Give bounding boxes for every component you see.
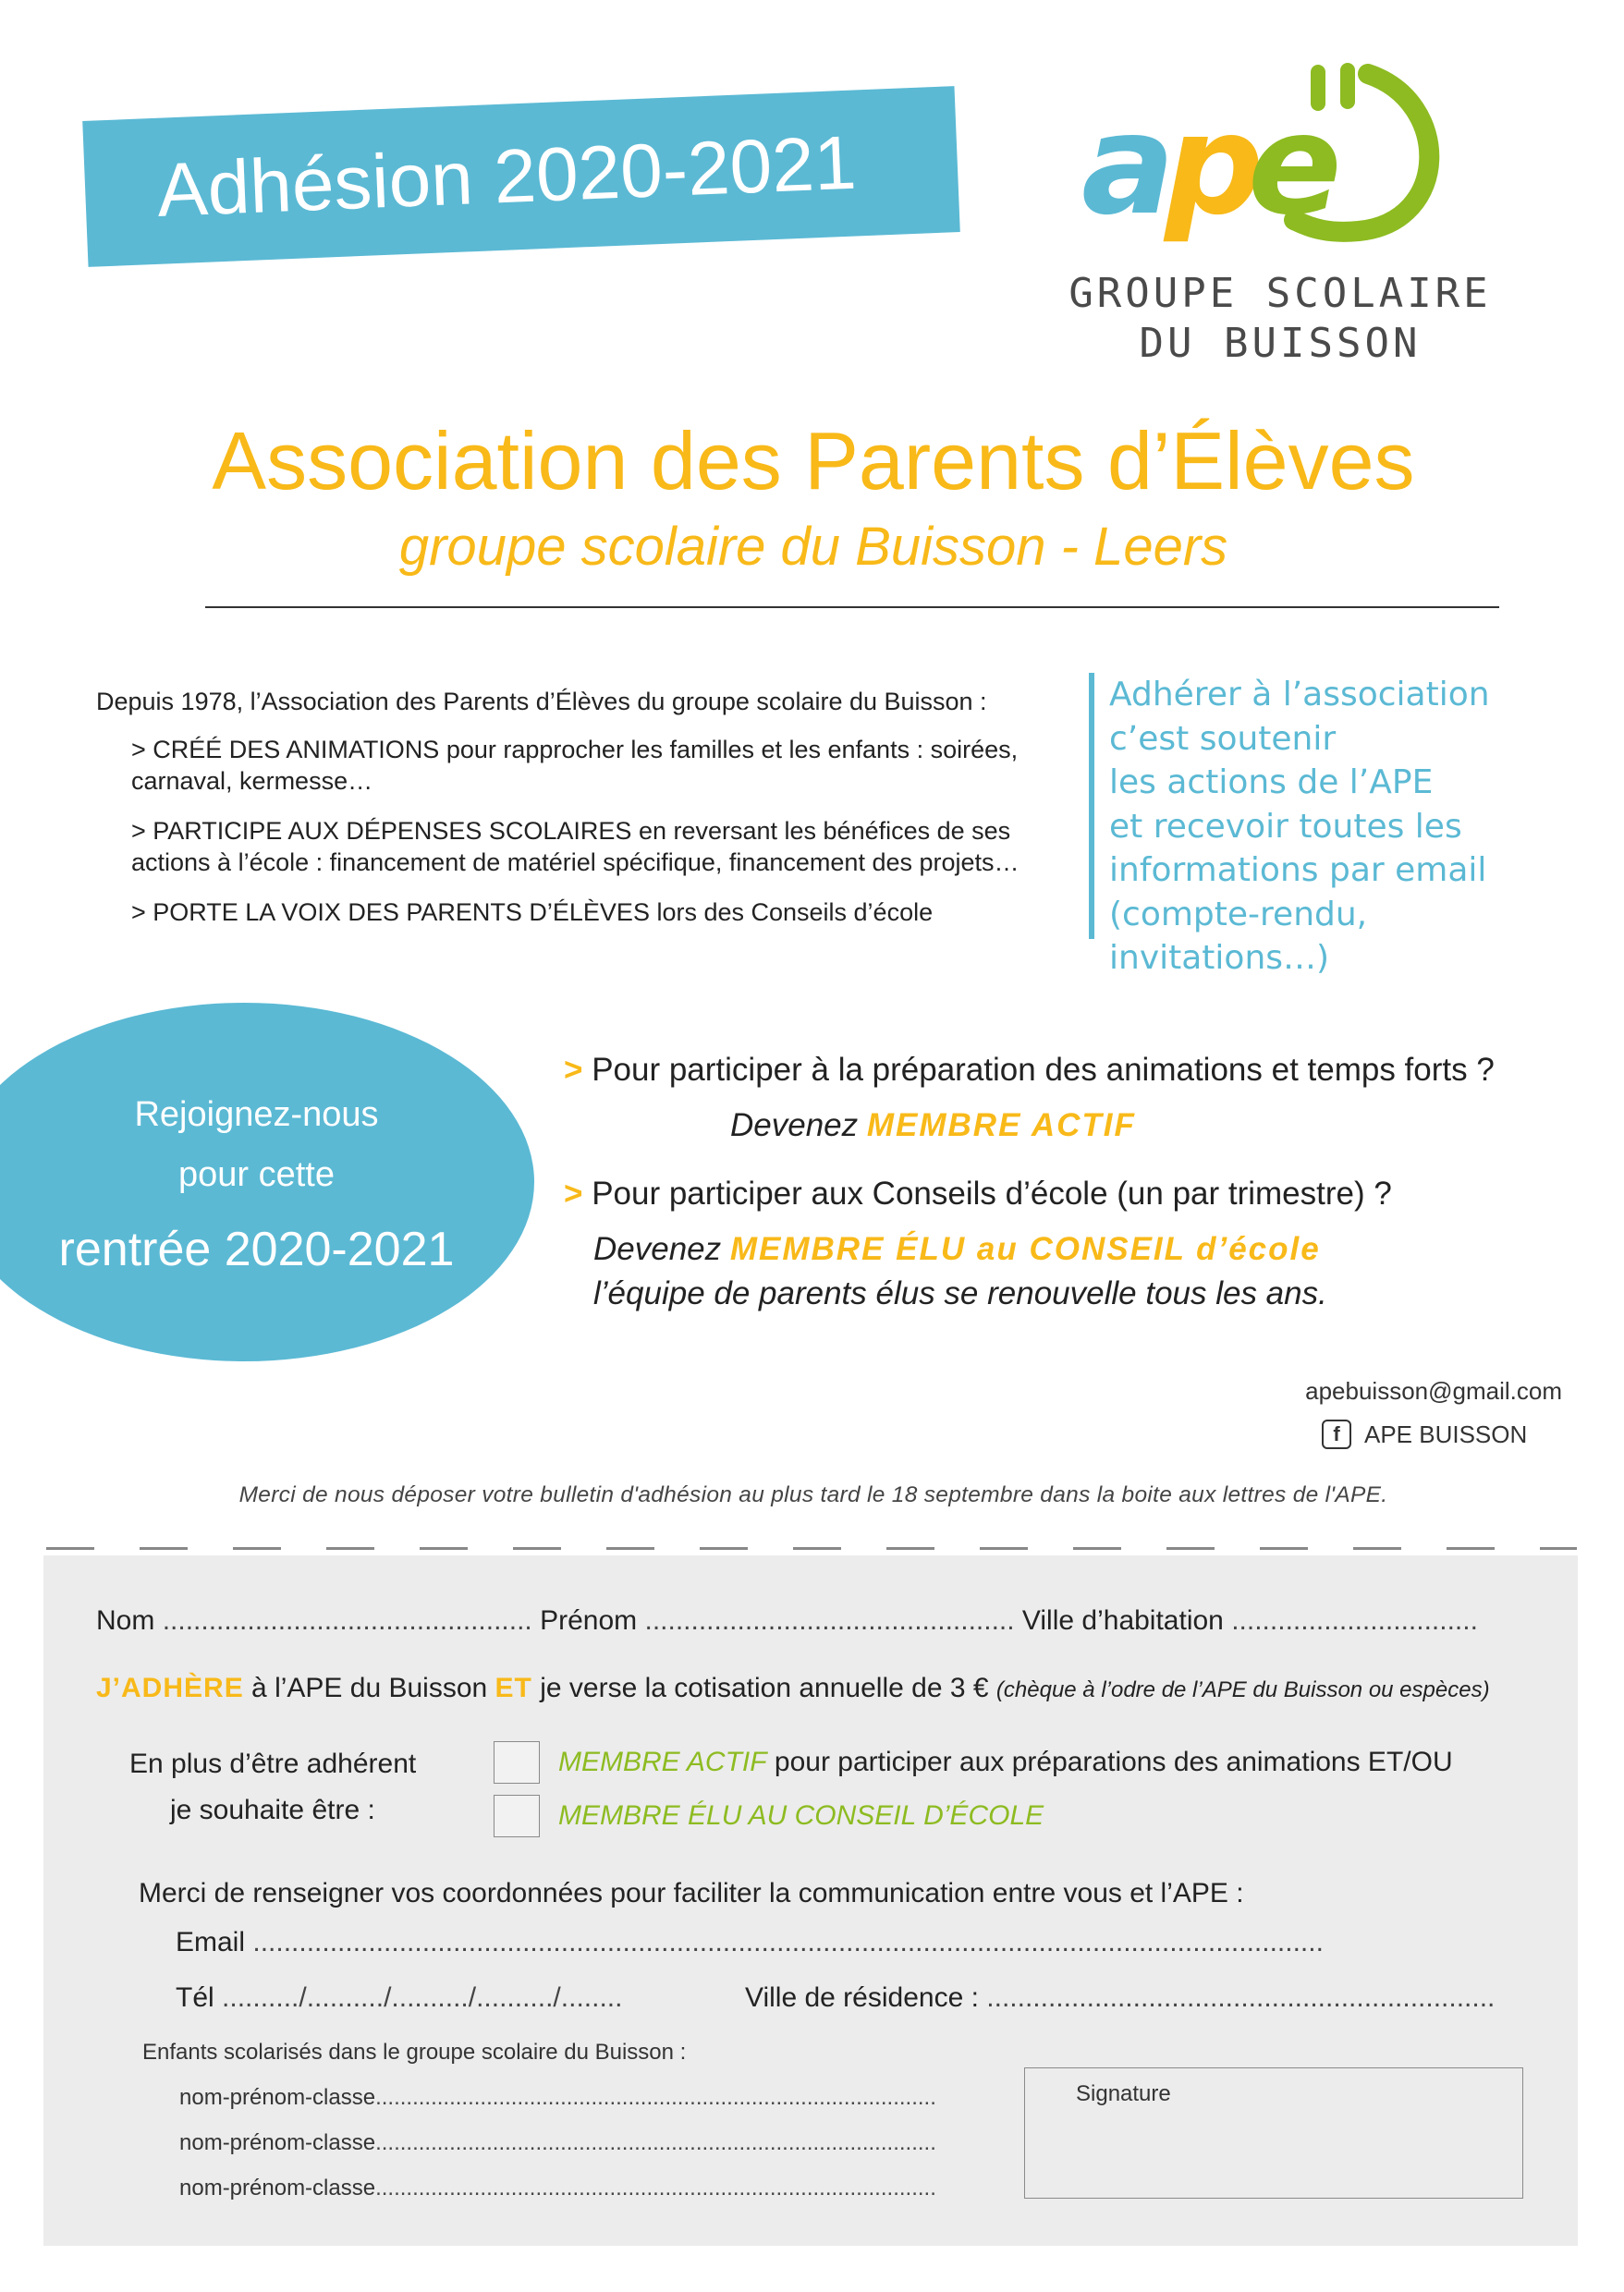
question-animations — [564, 1052, 1599, 1089]
sub-title: groupe scolaire du Buisson - Leers — [398, 517, 1228, 577]
adhere-label: J’ADHÈRE — [96, 1673, 244, 1703]
en-plus-line1: En plus d’être adhérent — [129, 1749, 417, 1779]
coord-intro: Merci de renseigner vos coordonnées pour faciliter la communication entre vous et l’APE : — [139, 1878, 1244, 1908]
question-conseils — [564, 1176, 1599, 1213]
facebook-label: APE BUISSON — [1364, 1420, 1528, 1448]
email-field[interactable]: ........................................................................................................................................... — [252, 1927, 1324, 1957]
role-membre-actif: MEMBRE ACTIF — [866, 1107, 1136, 1143]
residence-field[interactable]: .................................................................. — [986, 1982, 1496, 2013]
question-animations-text: Pour participer à la préparation des animations et temps forts ? — [592, 1052, 1495, 1088]
ape-logo-graphic — [1063, 46, 1497, 286]
logo-line1: GROUPE SCOLAIRE — [1068, 270, 1492, 317]
ville-field[interactable]: ................................ — [1231, 1605, 1478, 1636]
option-membre-actif — [558, 1747, 1453, 1778]
prenom-field[interactable]: ................................................ — [644, 1605, 1015, 1636]
quote-bar — [1089, 673, 1094, 939]
logo-letter-e: e — [1248, 85, 1342, 246]
deposit-note: Merci de nous déposer votre bulletin d'adhésion au plus tard le 18 septembre dans la boite aux lettres de l'APE. — [238, 1482, 1388, 1507]
child-label: nom-prénom-classe — [179, 2085, 376, 2110]
tel-label: Tél — [176, 1982, 214, 2013]
contact-email[interactable]: apebuisson@gmail.com — [1305, 1377, 1562, 1405]
chevron-icon: > — [564, 1176, 583, 1212]
email-row — [176, 1927, 1324, 1958]
intro-item-voix: > PORTE LA VOIX DES PARENTS D’ÉLÈVES lors des Conseils d’école — [131, 898, 934, 926]
quote-line: et recevoir toutes les — [1109, 807, 1462, 846]
devenez-label: Devenez — [730, 1107, 859, 1143]
en-plus-line2: je souhaite être : — [170, 1795, 375, 1825]
child-label: nom-prénom-classe — [179, 2130, 376, 2155]
intro-lead: Depuis 1978, l’Association des Parents d’Élèves du groupe scolaire du Buisson : — [96, 688, 987, 715]
option-membre-elu — [558, 1800, 1044, 1832]
name-row — [96, 1605, 1478, 1637]
chevron-icon: > — [564, 1052, 583, 1088]
verse-label: je verse la cotisation annuelle de 3 € — [540, 1673, 989, 1703]
ellipse-line1: Rejoignez-nous — [134, 1095, 379, 1134]
prenom-label: Prénom — [540, 1605, 638, 1636]
ellipse-line2: pour cette — [178, 1155, 335, 1194]
banner-title: Adhésion 2020-2021 — [155, 120, 859, 233]
ville-label: Ville d’habitation — [1021, 1605, 1224, 1636]
quote-line: c’est soutenir — [1109, 719, 1337, 758]
role-elu-line — [593, 1231, 1321, 1268]
adhesion-quote — [1109, 673, 1571, 981]
logo-letter-p: p — [1165, 85, 1264, 246]
title-divider — [205, 606, 1499, 608]
question-conseils-text: Pour participer aux Conseils d’école (un par trimestre) ? — [592, 1176, 1392, 1212]
cut-line — [46, 1547, 1577, 1550]
facebook-icon: f — [1322, 1420, 1351, 1449]
child-field-3[interactable]: ........................................................................................... — [375, 2176, 936, 2201]
adhere-mid: à l’APE du Buisson — [251, 1673, 488, 1703]
intro-item-depenses: > PARTICIPE AUX DÉPENSES SCOLAIRES en reversant les bénéfices de ses actions à l’école : financement de matériel spécifique, financement des projets… — [131, 817, 1020, 876]
child-field-1[interactable]: ........................................................................................... — [375, 2085, 936, 2110]
facebook-link[interactable] — [1322, 1416, 1527, 1453]
nom-field[interactable]: ................................................ — [162, 1605, 532, 1636]
main-title: Association des Parents d’Élèves — [212, 415, 1415, 506]
quote-line: les actions de l’APE — [1109, 763, 1434, 801]
nom-label: Nom — [96, 1605, 155, 1636]
option-actif-desc: pour participer aux préparations des animations ET/OU — [774, 1747, 1453, 1777]
role-actif-line — [730, 1107, 1136, 1144]
devenez-label: Devenez — [593, 1231, 722, 1267]
quote-line: (compte-rendu, invitations…) — [1109, 895, 1368, 977]
signature-label: Signature — [1076, 2081, 1171, 2106]
option-actif-label: MEMBRE ACTIF — [558, 1747, 767, 1777]
renewal-note: l’équipe de parents élus se renouvelle tous les ans. — [593, 1275, 1327, 1311]
intro-item-animations: > CRÉÉ DES ANIMATIONS pour rapprocher les familles et les enfants : soirées, carnaval, kermesse… — [131, 736, 1019, 795]
adhere-row — [96, 1673, 1490, 1704]
email-label: Email — [176, 1927, 246, 1957]
logo-line2: DU BUISSON — [1139, 320, 1422, 367]
logo-eye-right — [1340, 63, 1355, 109]
logo-letter-a: a — [1081, 85, 1176, 246]
checkbox-membre-actif[interactable] — [494, 1741, 540, 1784]
checkbox-membre-elu[interactable] — [494, 1795, 540, 1837]
child-row-1 — [179, 2085, 936, 2111]
ellipse-line3: rentrée 2020-2021 — [58, 1223, 455, 1276]
tel-row — [176, 1982, 622, 2014]
residence-row — [745, 1982, 1495, 2014]
et-label: ET — [495, 1673, 532, 1703]
child-row-2 — [179, 2130, 936, 2156]
quote-line: Adhérer à l’association — [1109, 676, 1490, 713]
verse-note: (chèque à l’odre de l’APE du Buisson ou espèces) — [995, 1677, 1490, 1702]
children-intro: Enfants scolarisés dans le groupe scolaire du Buisson : — [142, 2040, 687, 2065]
residence-label: Ville de résidence : — [745, 1982, 979, 2013]
option-elu-label: MEMBRE ÉLU AU CONSEIL D’ÉCOLE — [558, 1800, 1044, 1831]
child-row-3 — [179, 2176, 936, 2201]
role-membre-elu: MEMBRE ÉLU au CONSEIL d’école — [729, 1231, 1321, 1267]
quote-line: informations par email — [1109, 851, 1487, 889]
child-label: nom-prénom-classe — [179, 2176, 376, 2201]
child-field-2[interactable]: ........................................................................................... — [375, 2130, 936, 2155]
tel-field[interactable]: ........../........../........../........../........ — [222, 1982, 623, 2013]
